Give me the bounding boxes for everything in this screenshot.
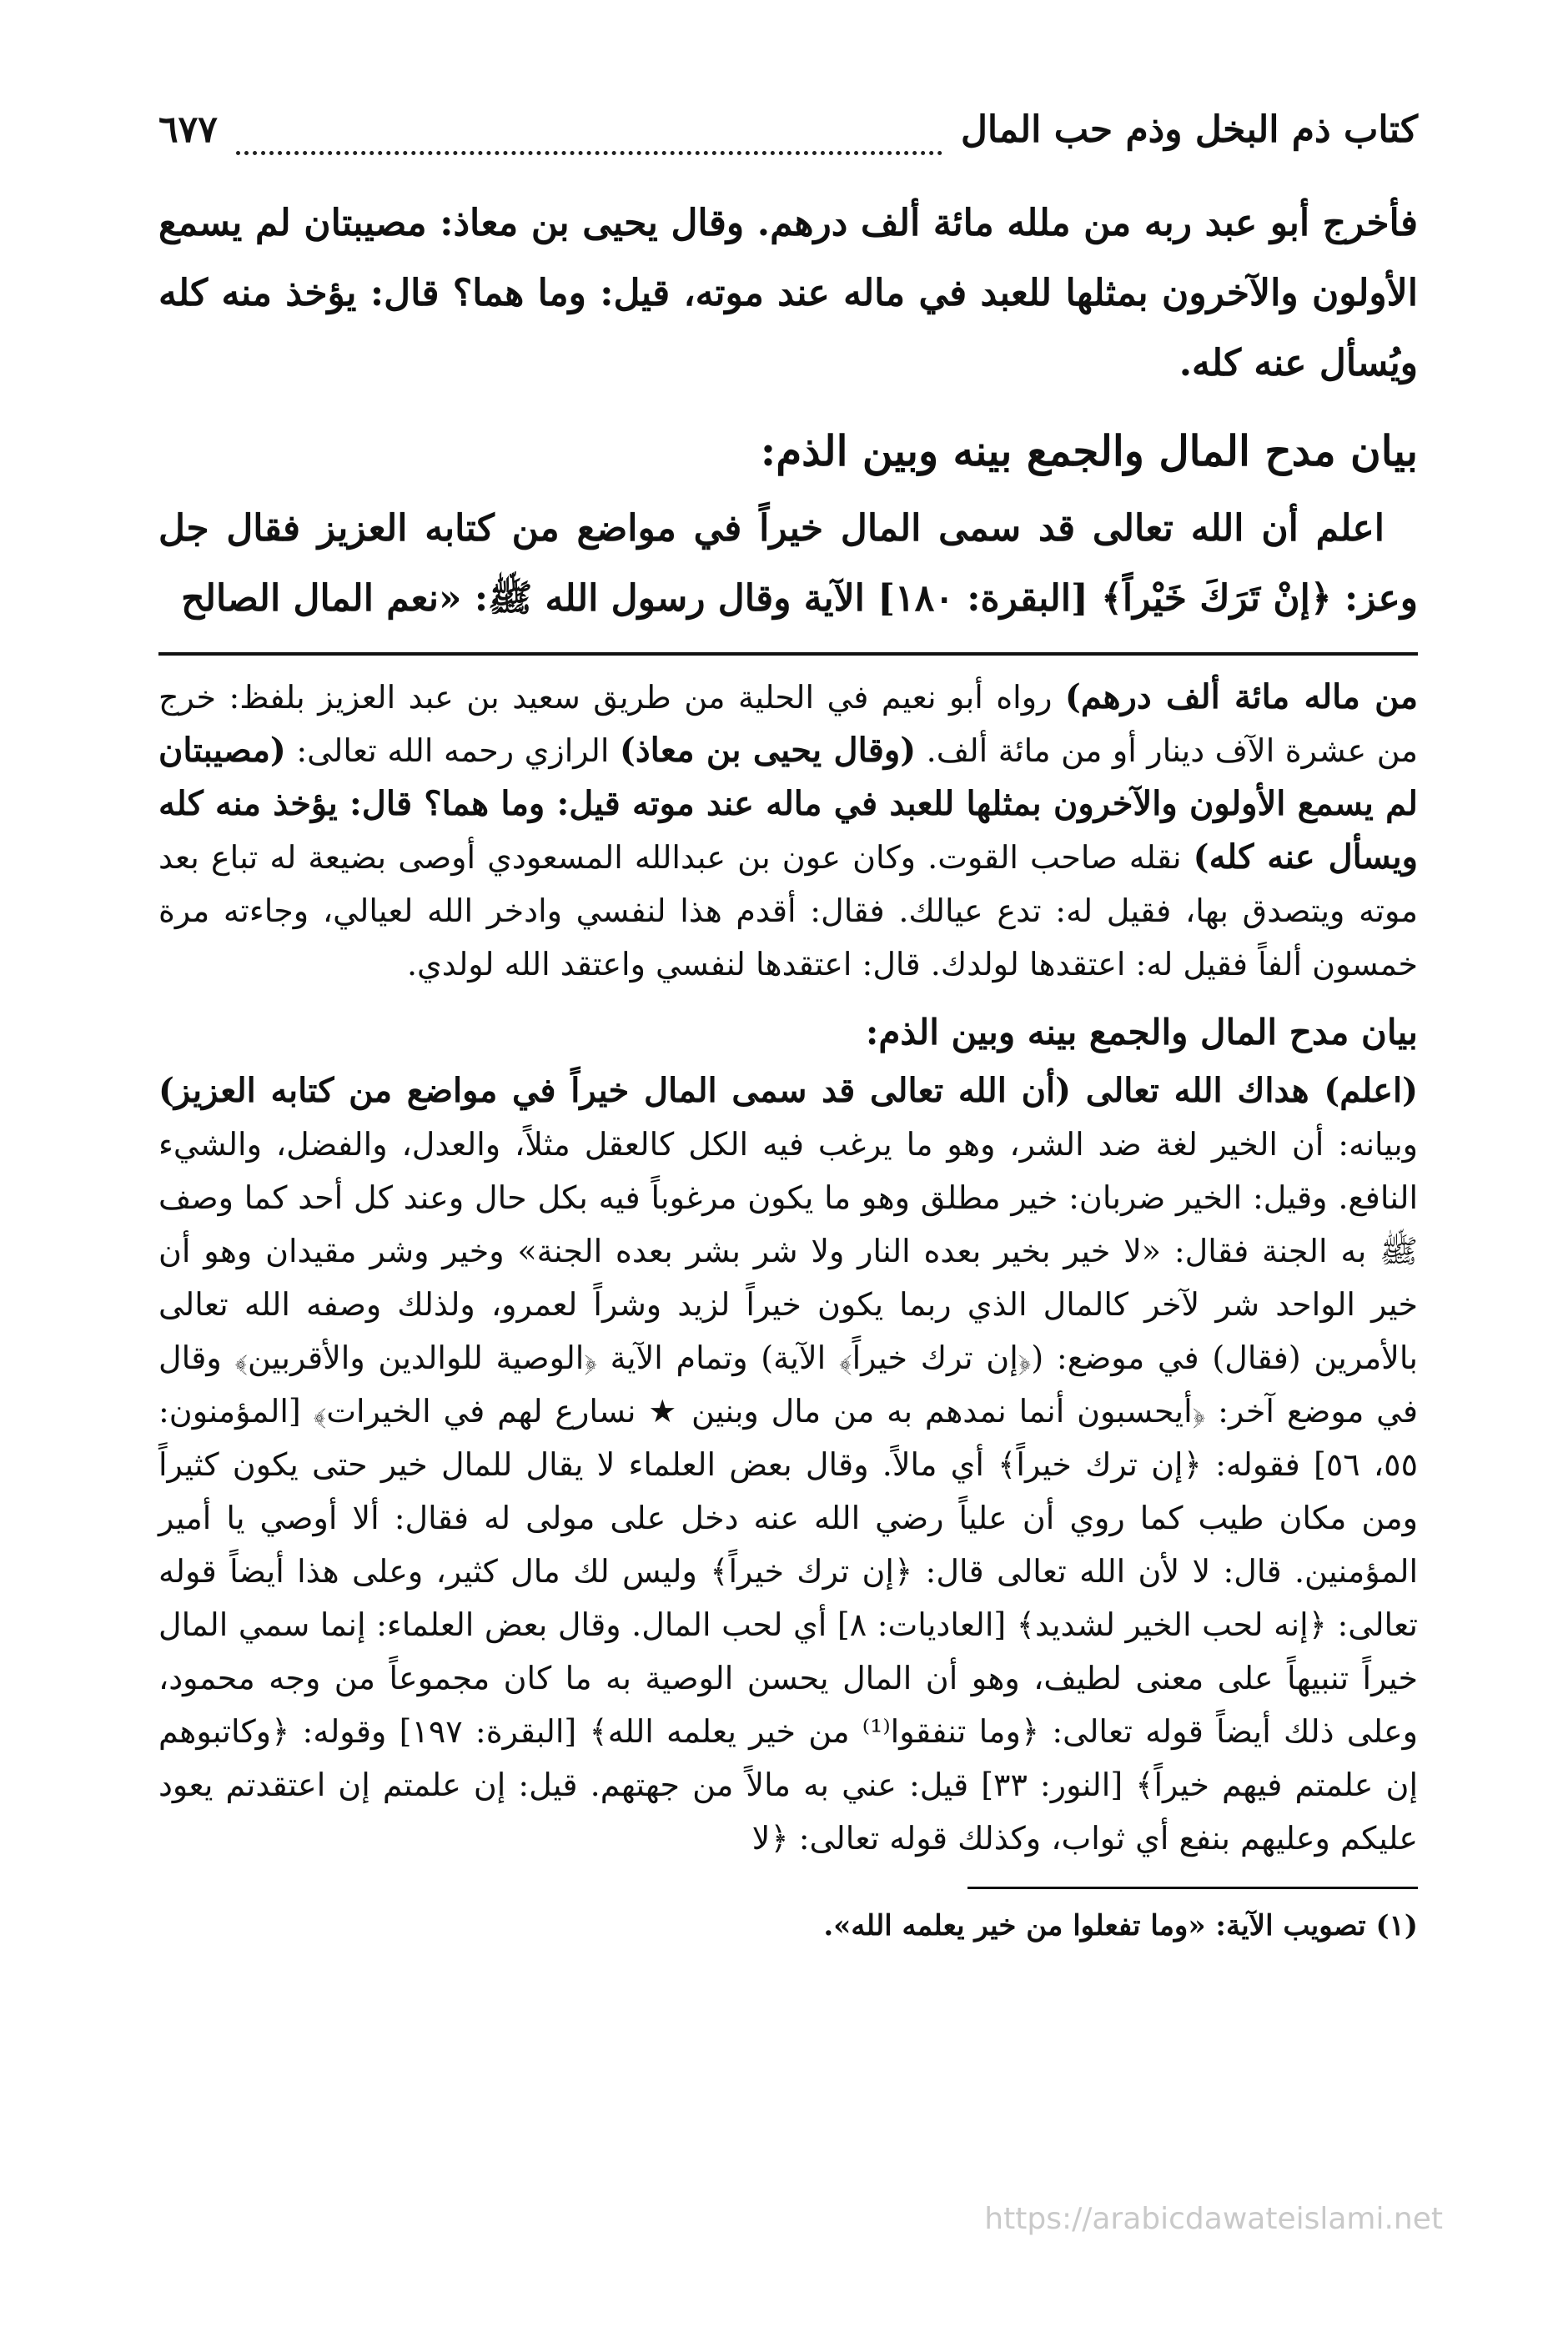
commentary-lemma: (اعلم) هداك الله تعالى (أن الله تعالى قد سمى المال خيراً في مواضع من كتابه العزيز) [158, 1071, 1418, 1110]
main-text [158, 188, 1418, 634]
running-header [158, 108, 1418, 188]
commentary-paragraph [158, 671, 1418, 991]
text-commentary-divider [158, 652, 1418, 656]
commentary-lemma: من ماله مائة ألف درهم) [1064, 677, 1418, 716]
commentary-text: رواه أبو نعيم في الحلية من طريق سعيد بن عبد العزيز بلفظ: خرج من عشرة الآف دينار أو من مائة ألف. [158, 679, 1419, 769]
commentary-text: نقله صاحب القوت. وكان عون بن عبدالله المسعودي أوصى بضيعة له تباع بعد موته ويتصدق بها، فقيل له: تدع عيالك. فقال: أقدم هذا لنفسي وادخر الله لعيالي، وجاءته مرة خمسون ألفاً فقيل له: اعتقدها لولدك. قال: اعتقدها لنفسي واعتقد الله لولدي. [158, 839, 1418, 983]
commentary-text: وبيانه: أن الخير لغة ضد الشر، وهو ما يرغب فيه الكل كالعقل مثلاً، والعدل، والفضل، والشيء النافع. وقيل: الخير ضربان: خير مطلق وهو ما يكون مرغوباً فيه بكل حال وعند كل أحد كما وصف ﷺ به الجنة فقال: «لا خير بخير بعده النار ولا شر بشر بعده الجنة» وخير وشر مقيدان وهو أن خير الواحد شر لآخر كالمال الذي ربما يكون خيراً لزيد وشراً لعمرو، ولذلك وصفه الله تعالى بالأمرين (فقال) في موضع: (﴿إن ترك خيراً﴾ الآية) وتمام الآية ﴿الوصية للوالدين والأقربين﴾ وقال في موضع آخر: ﴿أيحسبون أنما نمدهم به من مال وبنين ★ نسارع لهم في الخيرات﴾ [المؤمنون: ٥٥، ٥٦] فقوله: ﴿إن ترك خيراً﴾ أي مالاً. وقال بعض العلماء لا يقال للمال خير حتى يكون كثيراً ومن مكان طيب كما روي أن علياً رضي الله عنه دخل على مولى له فقال: ألا أوصي يا أمير المؤمنين. قال: لا لأن الله تعالى قال: ﴿إن ترك خيراً﴾ وليس لك مال كثير، وعلى هذا أيضاً قوله تعالى: ﴿إنه لحب الخير لشديد﴾ [العاديات: ٨] أي لحب المال. وقال بعض العلماء: إنما سمي المال خيراً تنبيهاً على معنى لطيف، وهو أن المال يحسن الوصية به ما كان مجموعاً من وجه محمود، وعلى ذلك أيضاً قوله تعالى: ﴿وما تنفقوا⁽¹⁾ من خير يعلمه الله﴾ [البقرة: ١٩٧] وقوله: ﴿وكاتبوهم إن علمتم فيهم خيراً﴾ [النور: ٣٣] قيل: عني به مالاً من جهتهم. قيل: إن علمتم إن اعتقدتم يعود عليكم وعليهم بنفع أي ثواب، وكذلك قوله تعالى: ﴿لا [158, 1126, 1419, 1857]
running-title: كتاب ذم البخل وذم حب المال [960, 108, 1418, 151]
commentary-heading: بيان مدح المال والجمع بينه وبين الذم: [865, 1012, 1418, 1053]
watermark-url: https://arabicdawateislami.net [984, 2202, 1443, 2236]
commentary-text: الرازي رحمه الله تعالى: [285, 732, 620, 769]
page-number: ٦٧٧ [158, 108, 218, 151]
footnote-rule [967, 1887, 1418, 1889]
book-page [158, 108, 1418, 1951]
dotted-leader [236, 143, 942, 155]
commentary-paragraph [158, 1064, 1418, 1865]
footnote: (١) تصويب الآية: «وما تفعلوا من خير يعلمه الله». [823, 1909, 1418, 1942]
commentary [158, 671, 1418, 1865]
commentary-lemma: (وقال يحيى بن معاذ) [619, 731, 917, 770]
section-heading: بيان مدح المال والجمع بينه وبين الذم: [760, 426, 1418, 475]
main-paragraph: اعلم أن الله تعالى قد سمى المال خيراً في مواضع من كتابه العزيز فقال جل وعز: ﴿إنْ تَرَكَ خَيْراً﴾ [البقرة: ١٨٠] الآية وقال رسول الله ﷺ: «نعم المال الصالح [158, 507, 1418, 620]
commentary-lemma: (مصيبتان لم يسمع الأولون والآخرون بمثلها للعبد في ماله عند موته قيل: وما هما؟ قال: يؤخذ منه كله ويسأل عنه كله) [158, 731, 1418, 877]
main-paragraph: فأخرج أبو عبد ربه من ملله مائة ألف درهم. وقال يحيى بن معاذ: مصيبتان لم يسمع الأولون والآخرون بمثلها للعبد في ماله عند موته، قيل: وما هما؟ قال: يؤخذ منه كله ويُسأل عنه كله. [158, 202, 1418, 384]
